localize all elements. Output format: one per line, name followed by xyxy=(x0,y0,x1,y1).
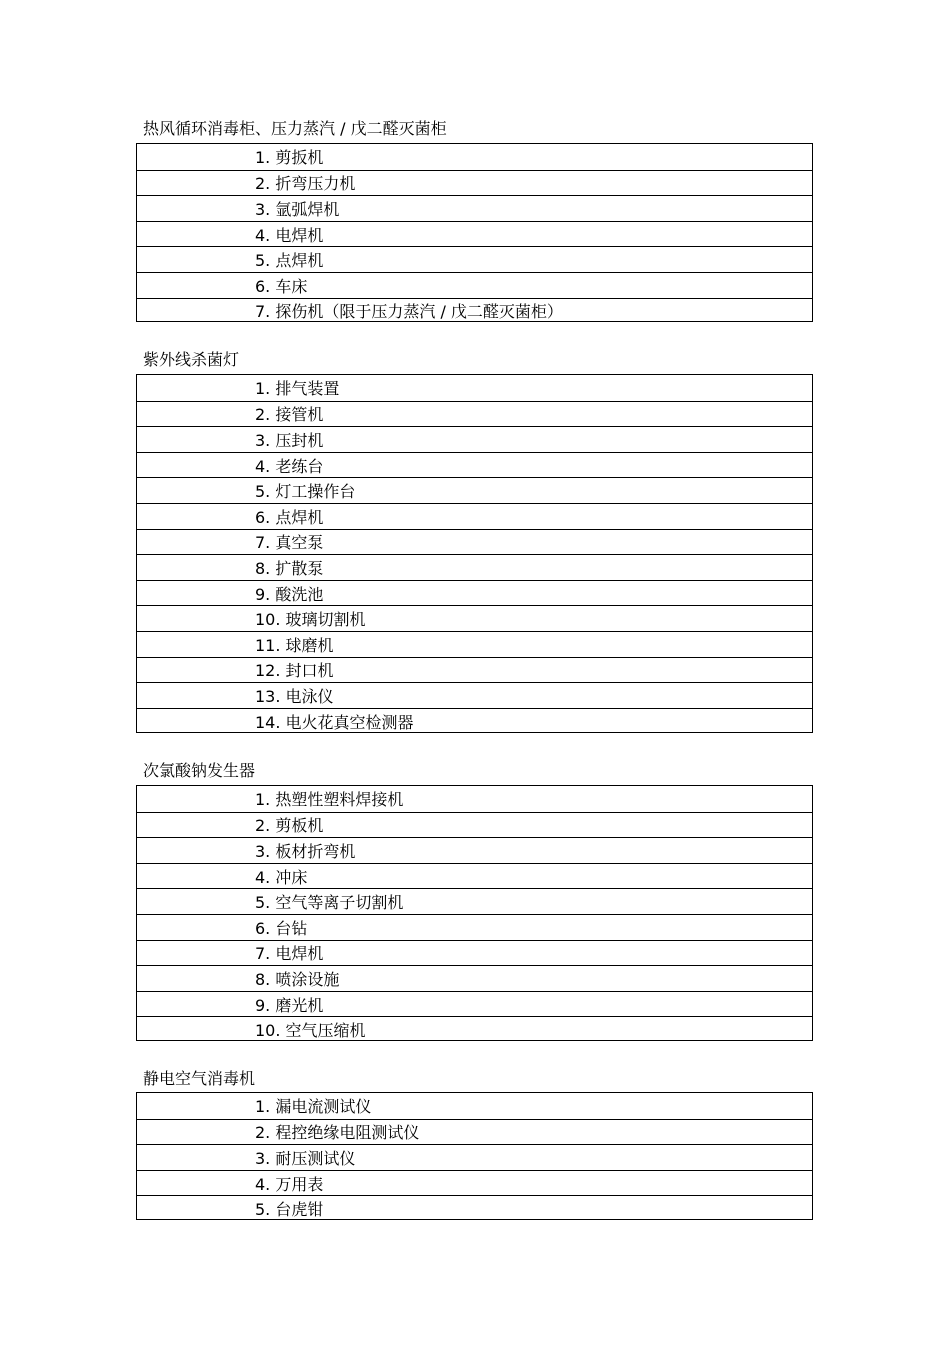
equipment-table-hypochlorite-generator xyxy=(136,785,813,1041)
table-row xyxy=(137,529,812,555)
table-row xyxy=(137,605,812,631)
table-row xyxy=(137,195,812,221)
table-row xyxy=(137,631,812,657)
equipment-table-uv-lamp xyxy=(136,374,813,733)
row-text: 13. 电泳仪 xyxy=(255,686,334,706)
table-row xyxy=(137,888,812,914)
table-row xyxy=(137,144,812,170)
table-row xyxy=(137,965,812,991)
row-text: 9. 酸洗池 xyxy=(255,584,324,604)
row-text: 10. 空气压缩机 xyxy=(255,1021,366,1041)
table-row xyxy=(137,940,812,966)
section-title-disinfection-cabinet: 热风循环消毒柜、压力蒸汽 / 戊二醛灭菌柜 xyxy=(143,119,447,138)
row-text: 2. 接管机 xyxy=(255,405,324,425)
table-row xyxy=(137,708,812,734)
table-row xyxy=(137,914,812,940)
table-row xyxy=(137,1119,812,1145)
row-text: 5. 点焊机 xyxy=(255,251,324,271)
row-text: 14. 电火花真空检测器 xyxy=(255,712,414,732)
section-title-hypochlorite-generator: 次氯酸钠发生器 xyxy=(143,761,256,780)
row-text: 6. 点焊机 xyxy=(255,507,324,527)
equipment-table-electrostatic-air-disinfector xyxy=(136,1092,813,1220)
table-row xyxy=(137,1016,812,1042)
table-row xyxy=(137,1144,812,1170)
row-text: 10. 玻璃切割机 xyxy=(255,610,366,630)
table-row xyxy=(137,503,812,529)
equipment-table-disinfection-cabinet xyxy=(136,143,813,322)
row-text: 7. 电焊机 xyxy=(255,944,324,964)
row-text: 1. 漏电流测试仪 xyxy=(255,1097,372,1117)
table-row xyxy=(137,786,812,812)
table-row xyxy=(137,452,812,478)
row-text: 5. 台虎钳 xyxy=(255,1200,324,1220)
table-row xyxy=(137,426,812,452)
table-row xyxy=(137,580,812,606)
table-row xyxy=(137,246,812,272)
table-row xyxy=(137,1170,812,1196)
table-row xyxy=(137,272,812,298)
row-text: 6. 车床 xyxy=(255,276,308,296)
section-title-uv-lamp: 紫外线杀菌灯 xyxy=(143,350,240,369)
table-row xyxy=(137,170,812,196)
row-text: 7. 探伤机（限于压力蒸汽 / 戊二醛灭菌柜） xyxy=(255,302,563,322)
row-text: 1. 排气装置 xyxy=(255,379,340,399)
row-text: 4. 电焊机 xyxy=(255,225,324,245)
section-title-electrostatic-air-disinfector: 静电空气消毒机 xyxy=(143,1069,256,1088)
table-row xyxy=(137,375,812,401)
row-text: 2. 剪板机 xyxy=(255,816,324,836)
row-text: 3. 板材折弯机 xyxy=(255,841,356,861)
row-text: 4. 老练台 xyxy=(255,456,324,476)
table-row xyxy=(137,682,812,708)
table-row xyxy=(137,991,812,1017)
row-text: 4. 冲床 xyxy=(255,867,308,887)
row-text: 3. 压封机 xyxy=(255,430,324,450)
row-text: 3. 氩弧焊机 xyxy=(255,199,340,219)
row-text: 8. 喷涂设施 xyxy=(255,969,340,989)
row-text: 11. 球磨机 xyxy=(255,635,334,655)
row-text: 3. 耐压测试仪 xyxy=(255,1148,356,1168)
row-text: 2. 折弯压力机 xyxy=(255,174,356,194)
table-row xyxy=(137,477,812,503)
row-text: 5. 灯工操作台 xyxy=(255,482,356,502)
table-row xyxy=(137,863,812,889)
row-text: 4. 万用表 xyxy=(255,1174,324,1194)
row-text: 12. 封口机 xyxy=(255,661,334,681)
row-text: 6. 台钻 xyxy=(255,918,308,938)
row-text: 2. 程控绝缘电阻测试仪 xyxy=(255,1123,420,1143)
row-text: 7. 真空泵 xyxy=(255,533,324,553)
table-row xyxy=(137,554,812,580)
table-row xyxy=(137,1093,812,1119)
row-text: 5. 空气等离子切割机 xyxy=(255,893,404,913)
table-row xyxy=(137,657,812,683)
table-row xyxy=(137,298,812,324)
table-row xyxy=(137,401,812,427)
row-text: 1. 热塑性塑料焊接机 xyxy=(255,790,404,810)
table-row xyxy=(137,812,812,838)
table-row xyxy=(137,221,812,247)
row-text: 9. 磨光机 xyxy=(255,995,324,1015)
row-text: 8. 扩散泵 xyxy=(255,558,324,578)
table-row xyxy=(137,837,812,863)
row-text: 1. 剪扳机 xyxy=(255,148,324,168)
table-row xyxy=(137,1195,812,1221)
